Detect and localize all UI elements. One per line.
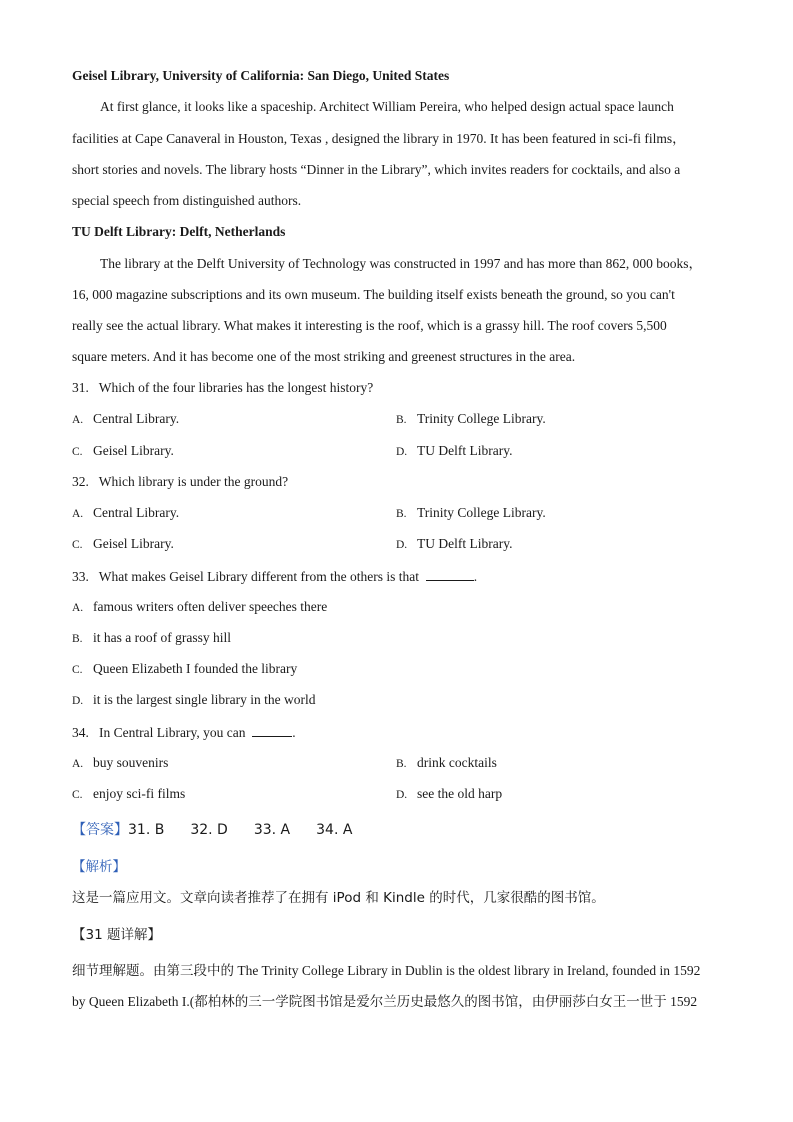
question-33 [72,566,477,586]
option-label: D. [72,695,84,707]
option-label: C. [72,789,83,801]
detail-31-line-1: 细节理解题。由第三段中的 The Trinity College Library in Dublin is the oldest library in Ireland, founded in 1592 [72,963,701,978]
q32-option-d[interactable] [396,535,512,554]
answer-31: 31. B [128,822,165,838]
option-label: C. [72,446,83,458]
q31-option-d[interactable] [396,442,512,461]
option-text: see the old harp [417,786,503,801]
option-label: D. [396,789,408,801]
delft-paragraph-line-4: square meters. And it has become one of the most striking and greenest structures in the area. [72,349,576,364]
answer-33: 33. A [253,822,291,838]
detail-31-heading: 【31 题详解】 [72,927,161,943]
answer-blank [426,566,474,581]
option-label: B. [72,633,83,645]
question-32-number: 32. [72,474,89,489]
question-34-stem: In Central Library, you can [99,725,246,740]
q31-option-b[interactable] [396,410,546,429]
q34-option-c[interactable] [72,785,185,804]
question-33-end: . [473,569,478,584]
option-label: D. [396,446,408,458]
option-text: Trinity College Library. [417,505,546,520]
q33-option-c[interactable] [72,660,297,679]
option-label: C. [72,539,83,551]
q32-option-c[interactable] [72,535,174,554]
question-32-stem: Which library is under the ground? [98,474,289,489]
q31-option-a[interactable] [72,410,179,429]
option-text: Trinity College Library. [417,411,546,426]
option-label: C. [72,664,83,676]
q33-option-d[interactable] [72,691,315,710]
question-34 [72,722,296,742]
q32-option-a[interactable] [72,504,179,523]
question-33-stem: What makes Geisel Library different from the others is that [98,569,420,584]
geisel-heading: Geisel Library, University of California: San Diego, United States [72,68,450,83]
option-label: B. [396,758,407,770]
option-label: B. [396,508,407,520]
question-31-stem: Which of the four libraries has the longest history? [98,380,374,395]
geisel-paragraph-line-1: At first glance, it looks like a spaceship. Architect William Pereira, who helped design actual space launch [100,99,674,114]
q34-option-a[interactable] [72,754,168,773]
q32-option-b[interactable] [396,504,546,523]
analysis-tag: 【解析】 [72,859,126,875]
q33-option-a[interactable] [72,598,327,617]
question-31 [72,379,373,397]
question-33-number: 33. [72,569,89,584]
option-label: A. [72,602,84,614]
option-label: A. [72,414,84,426]
option-text: Central Library. [93,505,180,520]
option-text: Central Library. [93,411,180,426]
answer-key [72,821,352,839]
option-text: Geisel Library. [93,443,174,458]
answer-tag: 【答案】 [72,822,128,838]
option-text: Geisel Library. [93,536,174,551]
option-text: TU Delft Library. [417,536,513,551]
question-34-end: . [292,725,296,740]
geisel-paragraph-line-3: short stories and novels. The library hosts “Dinner in the Library”, which invites readers for cocktails, and also a [72,162,681,177]
option-text: it has a roof of grassy hill [93,630,231,645]
question-32 [72,473,288,491]
answer-32: 32. D [190,822,228,838]
option-label: A. [72,508,84,520]
delft-heading: TU Delft Library: Delft, Netherlands [72,224,286,239]
option-label: A. [72,758,84,770]
question-31-number: 31. [72,380,89,395]
option-text: buy souvenirs [93,755,169,770]
option-text: enjoy sci-fi films [93,786,186,801]
option-text: it is the largest single library in the world [93,692,316,707]
q33-option-b[interactable] [72,629,231,648]
option-text: TU Delft Library. [417,443,513,458]
option-label: D. [396,539,408,551]
q31-option-c[interactable] [72,442,174,461]
q34-option-d[interactable] [396,785,502,804]
geisel-paragraph-line-2: facilities at Cape Canaveral in Houston, Texas , designed the library in 1970. It has been featured in sci-fi films， [72,131,686,146]
delft-paragraph-line-1: The library at the Delft University of Technology was constructed in 1997 and has more than 862, 000 books， [100,256,703,271]
delft-paragraph-line-3: really see the actual library. What makes it interesting is the roof, which is a grassy hill. The roof covers 5,500 [72,318,667,333]
delft-paragraph-line-2: 16, 000 magazine subscriptions and its own museum. The building itself exists beneath the ground, so you can't [72,287,675,302]
geisel-paragraph-line-4: special speech from distinguished authors. [72,193,302,208]
answer-blank [252,722,292,737]
q34-option-b[interactable] [396,754,497,773]
detail-31-line-2: by Queen Elizabeth I.(都柏林的三一学院图书馆是爱尔兰历史最悠久的图书馆，由伊丽莎白女王一世于 1592 [72,994,698,1009]
option-text: drink cocktails [417,755,497,770]
answer-34: 34. A [316,822,353,838]
option-text: Queen Elizabeth I founded the library [93,661,298,676]
option-label: B. [396,414,407,426]
analysis-text: 这是一篇应用文。文章向读者推荐了在拥有 iPod 和 Kindle 的时代，几家很酷的图书馆。 [72,890,605,906]
option-text: famous writers often deliver speeches there [93,599,328,614]
question-34-number: 34. [72,725,89,740]
